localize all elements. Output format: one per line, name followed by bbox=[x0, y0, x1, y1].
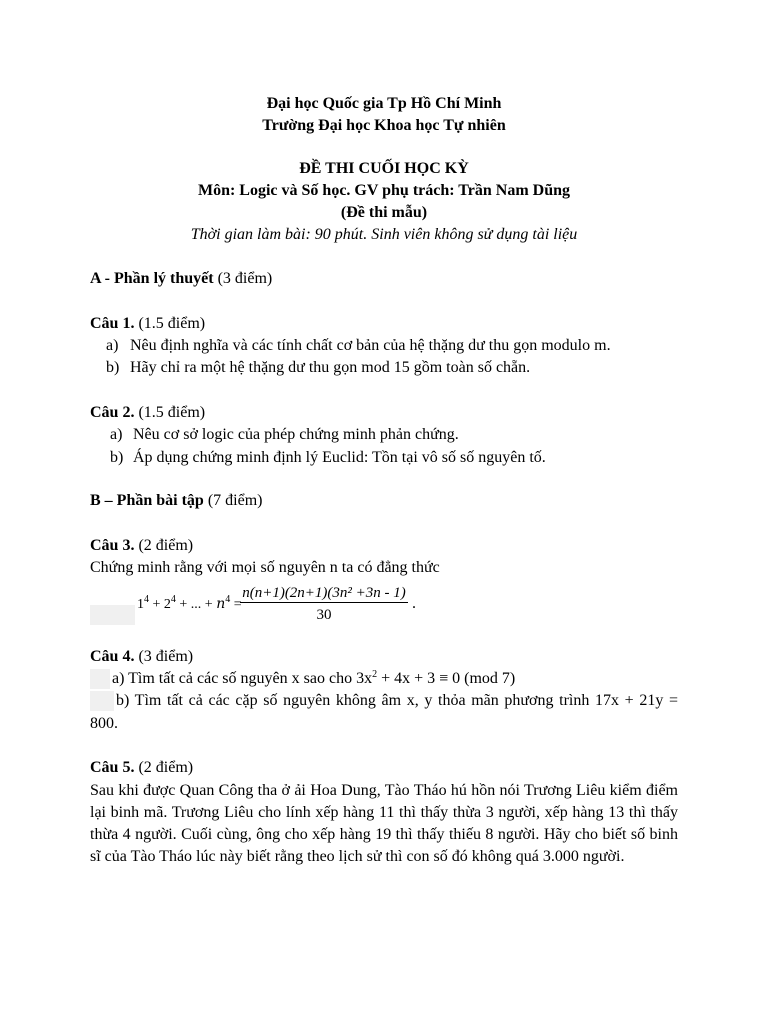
q3-denominator: 30 bbox=[316, 607, 332, 623]
time-note: Thời gian làm bài: 90 phút. Sinh viên không sử dụng tài liệu bbox=[190, 226, 578, 243]
q1-a-marker: a) bbox=[106, 337, 119, 354]
q4-b-line2: 800. bbox=[90, 715, 118, 732]
sample-note: (Đề thi mẫu) bbox=[340, 204, 428, 221]
q2-a-marker: a) bbox=[110, 426, 123, 443]
part-b-title: B – Phần bài tập bbox=[90, 492, 204, 509]
q3-text: Chứng minh rằng với mọi số nguyên n ta có đẳng thức bbox=[90, 559, 440, 576]
part-a-title: A - Phần lý thuyết bbox=[90, 270, 214, 287]
q1-a-text: Nêu định nghĩa và các tính chất cơ bản của hệ thặng dư thu gọn modulo m. bbox=[130, 337, 611, 354]
q5-heading bbox=[90, 757, 678, 779]
q4-b-line1: b) Tìm tất cả các cặp số nguyên không âm x, y thỏa mãn phương trình 17x + 21y = bbox=[116, 692, 678, 709]
q2-heading bbox=[90, 402, 678, 424]
q4-a-text: a) Tìm tất cả các số nguyên x sao cho $3x^2 + 4x + 3 \equiv 0$ (mod 7) bbox=[112, 669, 516, 687]
q5-points: (2 điểm) bbox=[134, 759, 194, 776]
formula-shade bbox=[90, 605, 135, 625]
q4-a-shade bbox=[90, 669, 110, 689]
q4-points: (3 điểm) bbox=[134, 648, 194, 665]
subject-line: Môn: Logic và Số học. GV phụ trách: Trần Nam Dũng bbox=[197, 182, 571, 199]
q5-text: Sau khi được Quan Công tha ở ải Hoa Dung, Tào Tháo hú hồn nói Trương Liêu kiểm điểm lại binh mã. Trương Liêu cho lính xếp hàng 11 thì thấy thừa 3 người, xếp hàng 13 thì thấy thừa 4 người. Cuối cùng, ông cho xếp hàng 19 thì thấy thiếu 8 người. Hãy cho biết số binh sĩ của Tào Tháo lúc này biết rằng theo lịch sử thì con số đó không quá 3.000 người. bbox=[90, 782, 678, 865]
exam-title: ĐỀ THI CUỐI HỌC KỲ bbox=[299, 160, 469, 177]
q3-fraction bbox=[230, 582, 418, 626]
q1-b-marker: b) bbox=[106, 359, 120, 376]
q2-a-text: Nêu cơ sở logic của phép chứng minh phản chứng. bbox=[133, 426, 459, 443]
part-b-points: (7 điểm) bbox=[203, 492, 263, 509]
q4-label: Câu 4. bbox=[90, 648, 135, 665]
q4-b-shade bbox=[90, 691, 114, 711]
part-b-heading bbox=[90, 490, 678, 512]
q3-sum-lhs: $1^4 + 2^4$ + ... + $n^4$ = bbox=[137, 594, 242, 612]
q3-period: . bbox=[412, 595, 416, 612]
q1-points: (1.5 điểm) bbox=[134, 315, 206, 332]
part-a-heading bbox=[90, 268, 678, 290]
q3-label: Câu 3. bbox=[90, 537, 135, 554]
q2-b-text: Áp dụng chứng minh định lý Euclid: Tồn tại vô số số nguyên tố. bbox=[133, 449, 546, 466]
q3-heading bbox=[90, 535, 678, 557]
q2-label: Câu 2. bbox=[90, 404, 135, 421]
q2-points: (1.5 điểm) bbox=[134, 404, 206, 421]
q3-numerator: n(n+1)(2n+1)(3n² +3n - 1) bbox=[242, 585, 406, 601]
university-name: Đại học Quốc gia Tp Hồ Chí Minh bbox=[266, 95, 502, 112]
q4-heading bbox=[90, 646, 678, 668]
part-a-points: (3 điểm) bbox=[213, 270, 273, 287]
q3-points: (2 điểm) bbox=[134, 537, 194, 554]
q2-b-marker: b) bbox=[110, 449, 124, 466]
q5-label: Câu 5. bbox=[90, 759, 135, 776]
q1-label: Câu 1. bbox=[90, 315, 135, 332]
q1-heading bbox=[90, 313, 678, 335]
school-name: Trường Đại học Khoa học Tự nhiên bbox=[262, 117, 506, 134]
q1-b-text: Hãy chỉ ra một hệ thặng dư thu gọn mod 15 gồm toàn số chẵn. bbox=[130, 359, 531, 376]
